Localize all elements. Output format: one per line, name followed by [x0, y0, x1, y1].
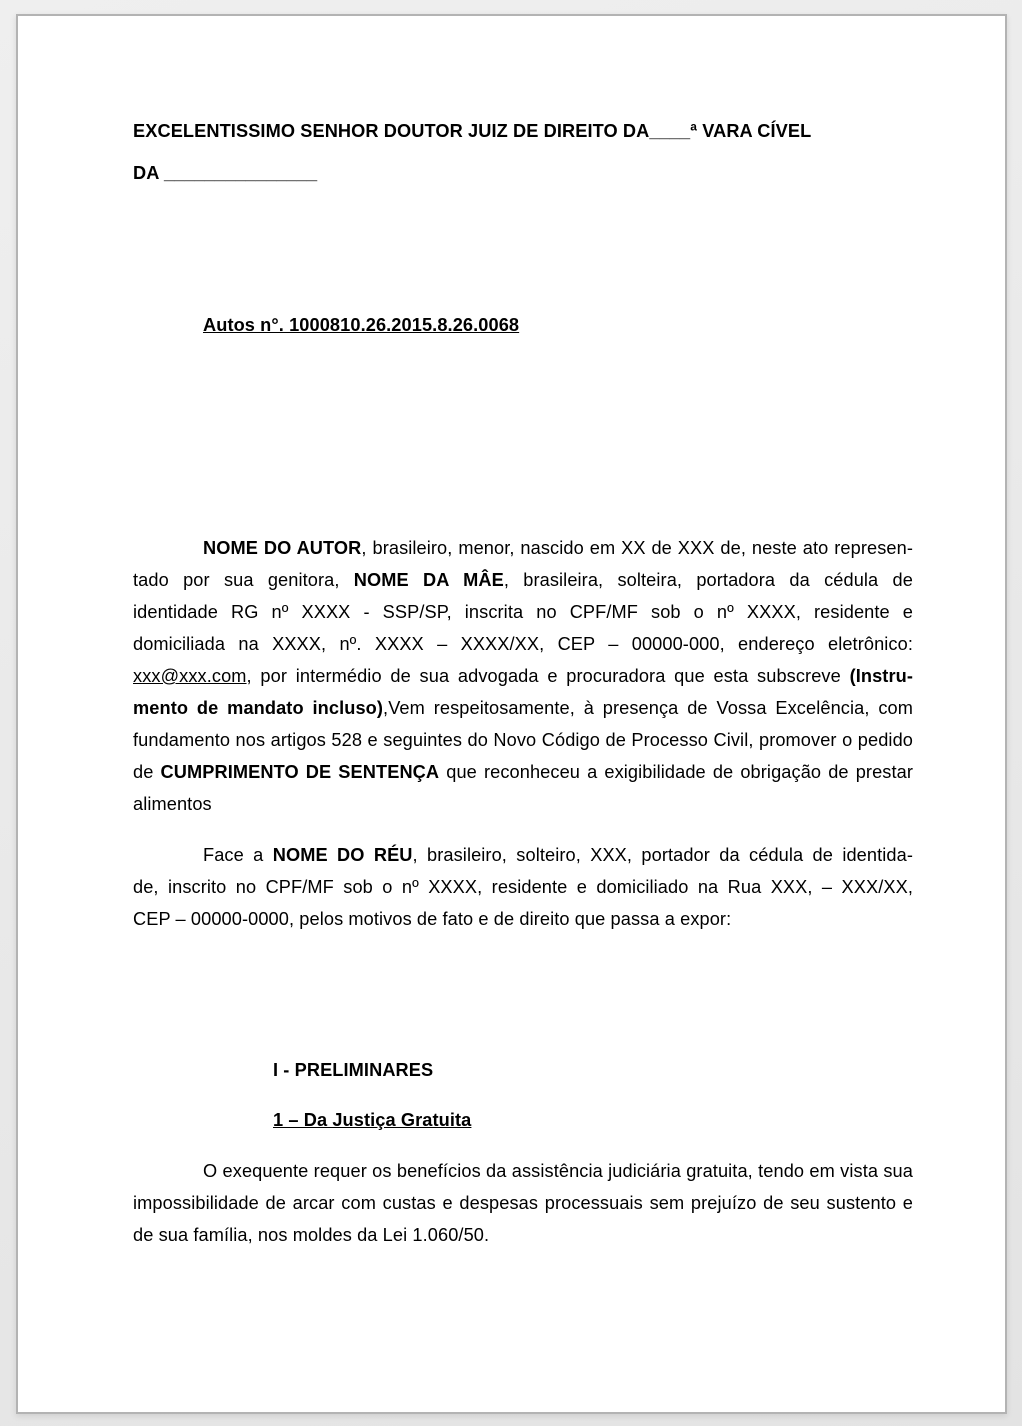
text-segment: de: [133, 762, 161, 782]
text-segment: NOME DA MÂE: [353, 570, 504, 590]
text-segment: DA _______________: [133, 163, 318, 183]
text-segment: de, inscrito no CPF/MF sob o nº XXXX, residente e domiciliado na Rua XXX, – XXX/XX,: [133, 877, 913, 897]
text-line: [273, 1054, 913, 1086]
paragraph-defendant-qualification: [133, 839, 913, 935]
text-segment: ,Vem respeitosamente, à presença de Vossa Excelência, com: [383, 698, 913, 718]
text-segment: 1 – Da Justiça Gratuita: [273, 1110, 472, 1130]
text-line: [133, 839, 913, 871]
text-line: [133, 152, 913, 194]
text-segment: NOME DO RÉU: [272, 845, 413, 865]
text-segment: Autos n°. 1000810.26.2015.8.26.0068: [203, 315, 520, 335]
text-segment: fundamento nos artigos 528 e seguintes do Novo Código de Processo Civil, promover o pedido: [133, 730, 913, 750]
text-segment: impossibilidade de arcar com custas e despesas processuais sem prejuízo de seu sustento e: [133, 1193, 913, 1213]
text-line: [133, 1187, 913, 1219]
text-segment: CEP – 00000-0000, pelos motivos de fato e de direito que passa a expor:: [133, 909, 732, 929]
text-line: [133, 628, 913, 660]
case-number-line: [133, 309, 913, 341]
paragraph-justica-gratuita: [133, 1155, 913, 1251]
text-segment: alimentos: [133, 794, 212, 814]
text-segment: EXCELENTISSIMO SENHOR DOUTOR JUIZ DE DIREITO DA____ª VARA CÍVEL: [133, 121, 812, 141]
text-line: [133, 1219, 913, 1251]
text-segment: de sua família, nos moldes da Lei 1.060/50.: [133, 1225, 490, 1245]
text-segment: CUMPRIMENTO DE SENTENÇA: [160, 762, 440, 782]
text-segment: , por intermédio de sua advogada e procuradora que esta subscreve: [246, 666, 850, 686]
text-segment: , brasileiro, menor, nascido em XX de XXX de, neste ato represen-: [361, 538, 913, 558]
text-segment: domiciliada na XXXX, nº. XXXX – XXXX/XX, CEP – 00000-000, endereço eletrônico:: [133, 634, 913, 654]
text-line: [133, 724, 913, 756]
text-line: [133, 532, 913, 564]
text-line: [133, 756, 913, 788]
text-segment: Face a: [203, 845, 273, 865]
text-segment: O exequente requer os benefícios da assistência judiciária gratuita, tendo em vista sua: [203, 1161, 913, 1181]
text-line: [133, 110, 913, 152]
text-segment: , brasileiro, solteiro, XXX, portador da cédula de identida-: [412, 845, 913, 865]
text-line: [133, 1155, 913, 1187]
section-heading-preliminares: [133, 1054, 913, 1086]
text-line: [133, 903, 913, 935]
text-line: [273, 1104, 913, 1136]
text-line: [133, 871, 913, 903]
text-line: [133, 788, 913, 820]
text-line: [133, 596, 913, 628]
text-segment: tado por sua genitora,: [133, 570, 354, 590]
paragraph-author-qualification: [133, 532, 913, 820]
court-heading: [133, 110, 913, 194]
text-line: [133, 692, 913, 724]
document-page: [16, 14, 1007, 1414]
text-line: [203, 309, 913, 341]
text-segment: , brasileira, solteira, portadora da cédula de: [503, 570, 913, 590]
text-segment: (Instru-: [849, 666, 913, 686]
text-segment: NOME DO AUTOR: [203, 538, 362, 558]
subsection-heading-justica-gratuita: [133, 1104, 913, 1136]
text-segment: I - PRELIMINARES: [273, 1060, 434, 1080]
text-segment: mento de mandato incluso): [133, 698, 384, 718]
text-line: [133, 564, 913, 596]
text-line: [133, 660, 913, 692]
text-segment: que reconheceu a exigibilidade de obrigação de prestar: [439, 762, 914, 782]
text-segment: identidade RG nº XXXX - SSP/SP, inscrita no CPF/MF sob o nº XXXX, residente e: [133, 602, 913, 622]
email-text: xxx@xxx.com: [133, 666, 247, 686]
